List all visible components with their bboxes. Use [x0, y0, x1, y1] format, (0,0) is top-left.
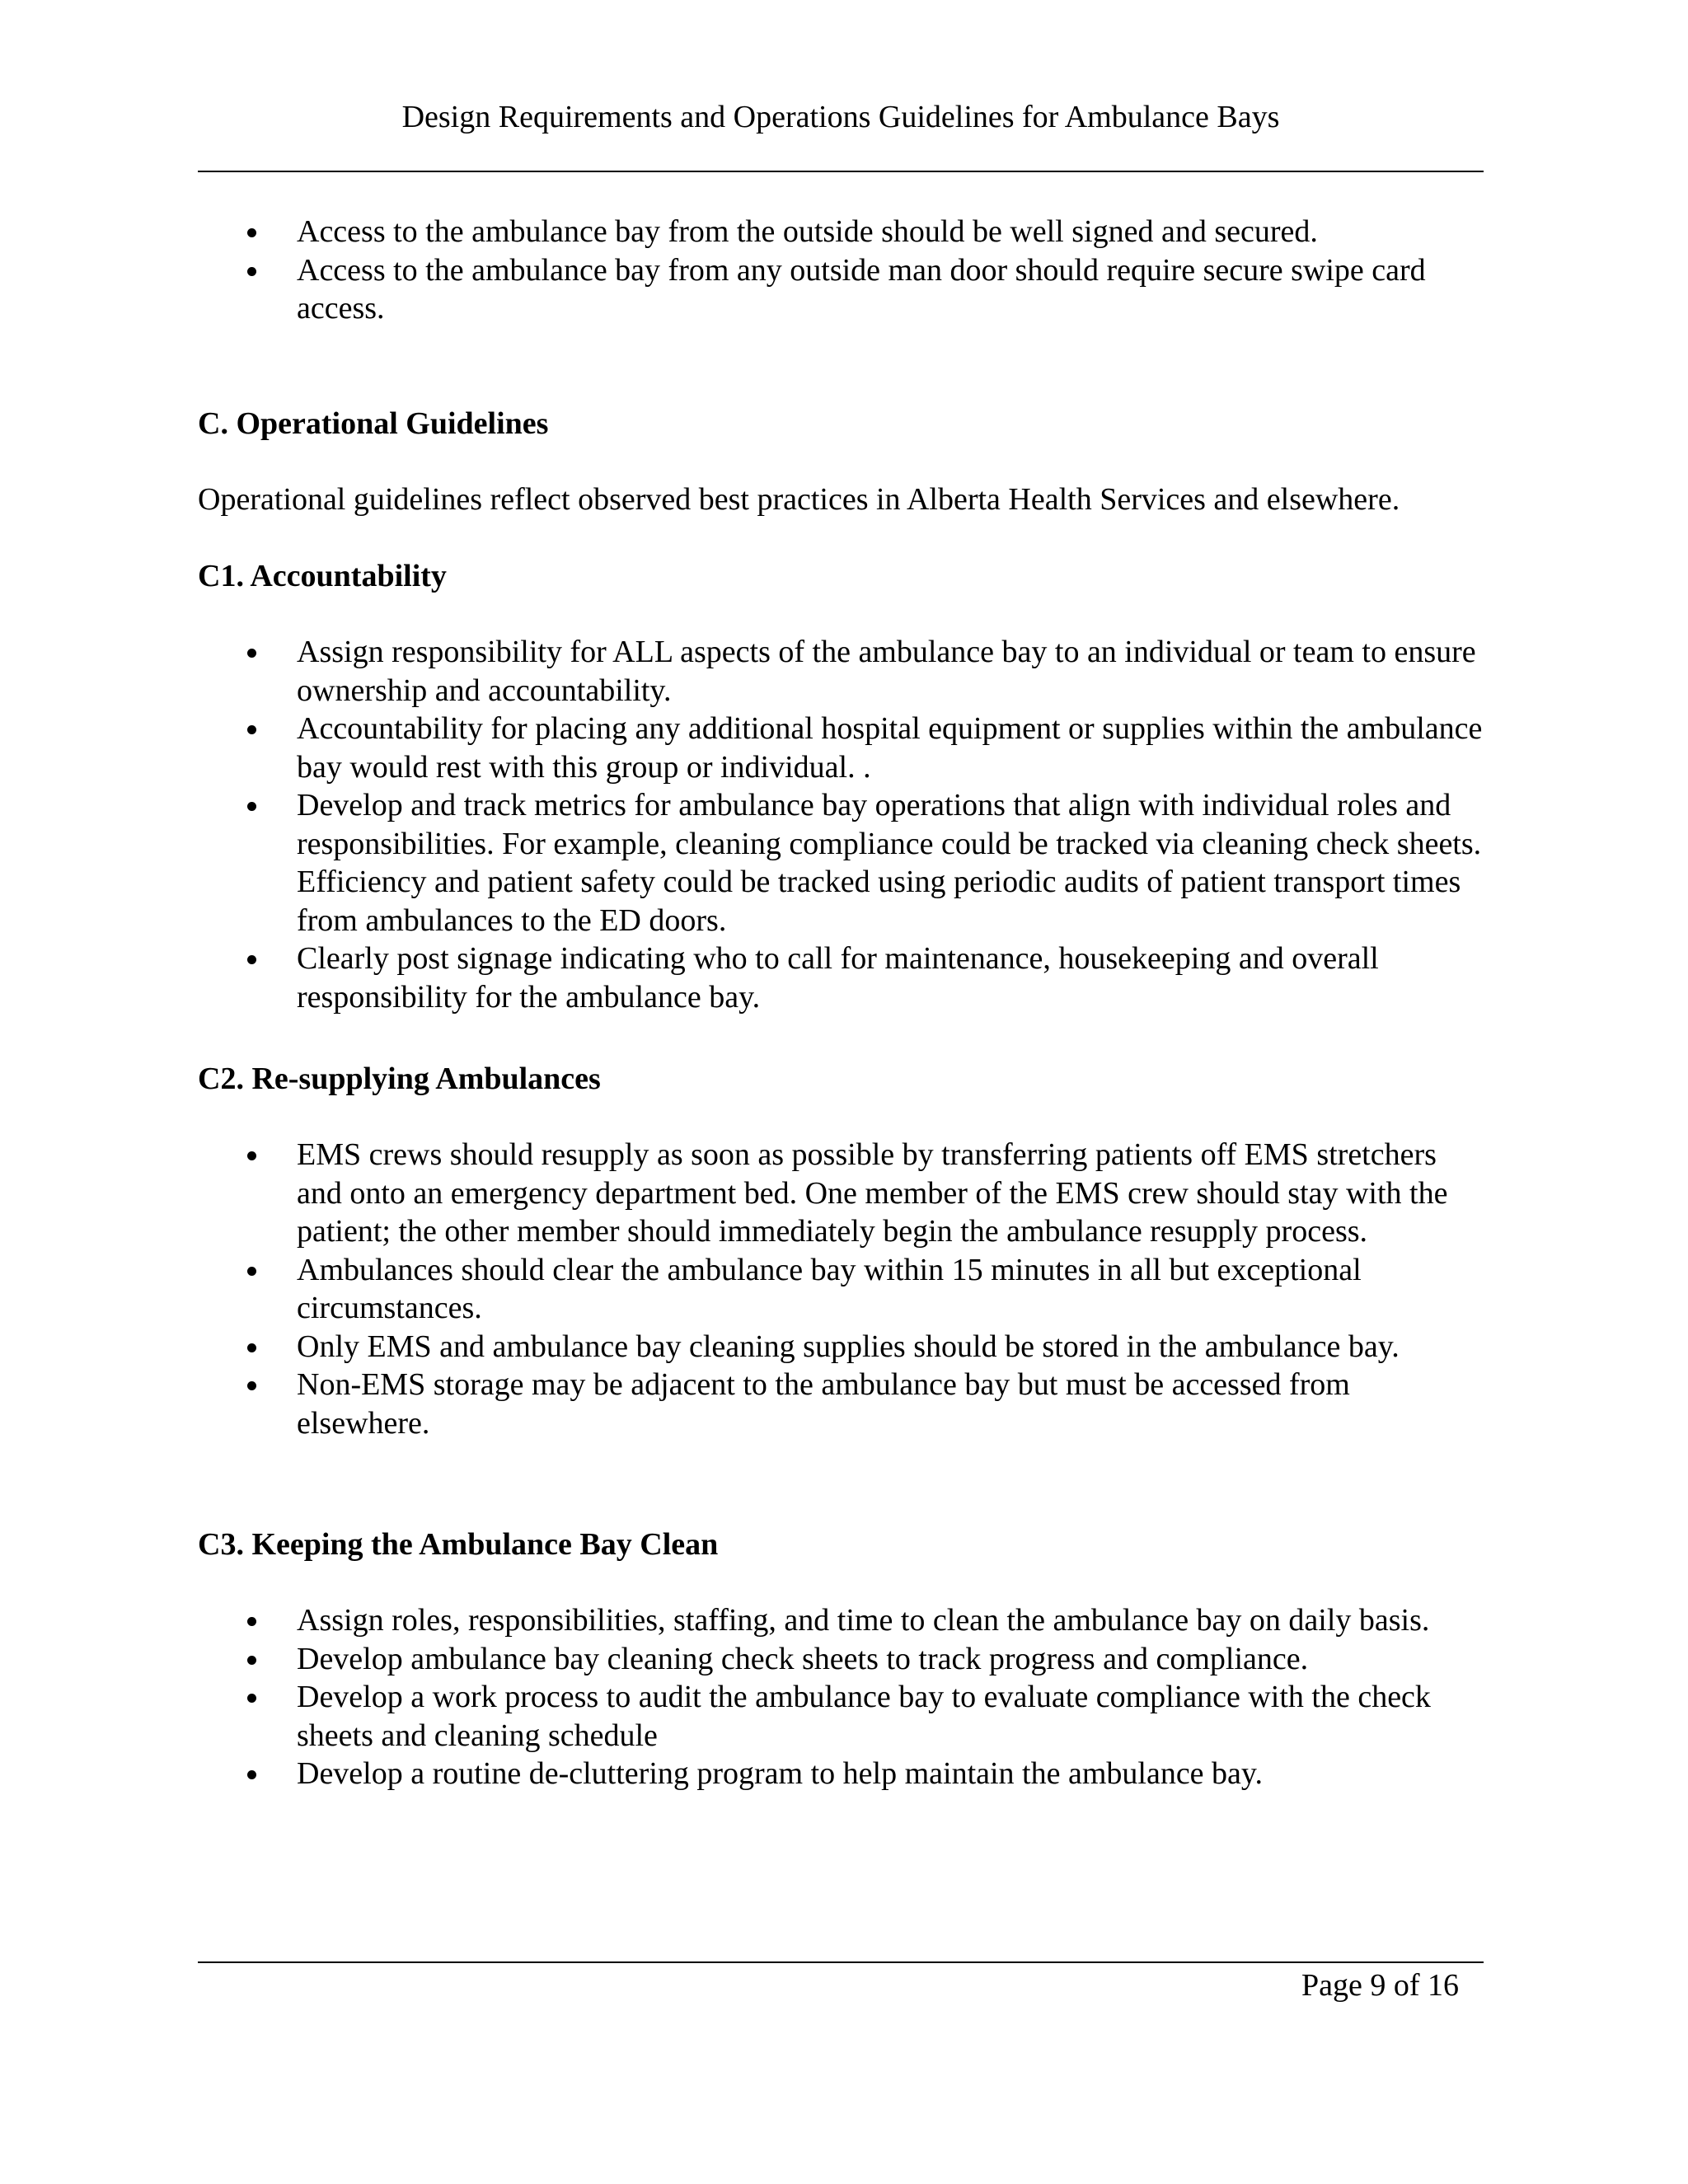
- list-item-text: Develop ambulance bay cleaning check sheets to track progress and compliance.: [297, 1641, 1309, 1676]
- c1-bullet-list: [198, 633, 1484, 1016]
- section-c-paragraph: Operational guidelines reflect observed best practices in Alberta Health Services and elsewhere.: [198, 482, 1400, 517]
- list-item: [198, 1678, 1484, 1755]
- header-rule: [198, 171, 1484, 172]
- section-heading-c: C. Operational Guidelines: [198, 406, 549, 441]
- page-number: Page 9 of 16: [1301, 1968, 1459, 2003]
- list-item: [198, 251, 1484, 328]
- c2-bullet-list: [198, 1136, 1484, 1442]
- list-item: [198, 1601, 1484, 1640]
- list-item: [198, 213, 1484, 251]
- list-item: [198, 940, 1484, 1016]
- list-item: [198, 633, 1484, 710]
- bullet-icon: [247, 1381, 256, 1390]
- bullet-icon: [247, 1656, 256, 1665]
- list-item: [198, 710, 1484, 786]
- list-item-text: Assign responsibility for ALL aspects of the ambulance bay to an individual or team to ensure ownership and accountability.: [297, 635, 1476, 708]
- bullet-icon: [247, 802, 256, 811]
- list-item: [198, 1136, 1484, 1251]
- bullet-icon: [247, 1267, 256, 1276]
- section-heading-c2: C2. Re-supplying Ambulances: [198, 1062, 601, 1096]
- list-item-text: Ambulances should clear the ambulance bay within 15 minutes in all but exceptional circumstances.: [297, 1252, 1362, 1325]
- list-item-text: Develop and track metrics for ambulance bay operations that align with individual roles and responsibilities. For example, cleaning compliance could be tracked via cleaning check sheets. Efficiency and patient safety could be tracked using periodic audits of patient transport times from ambulances to the ED doors.: [297, 788, 1482, 938]
- list-item-text: Non-EMS storage may be adjacent to the ambulance bay but must be accessed from elsewhere.: [297, 1367, 1350, 1441]
- list-item: [198, 1366, 1484, 1442]
- bullet-icon: [247, 649, 256, 658]
- list-item-text: Assign roles, responsibilities, staffing, and time to clean the ambulance bay on daily basis.: [297, 1603, 1430, 1638]
- list-item-text: Accountability for placing any additional hospital equipment or supplies within the ambulance bay would rest with this group or individual. .: [297, 711, 1483, 785]
- list-item-text: EMS crews should resupply as soon as possible by transferring patients off EMS stretchers and onto an emergency department bed. One member of the EMS crew should stay with the patient; the other member should immediately begin the ambulance resupply process.: [297, 1137, 1448, 1249]
- section-heading-c3: C3. Keeping the Ambulance Bay Clean: [198, 1527, 719, 1562]
- bullet-icon: [247, 1343, 256, 1352]
- bullet-icon: [247, 1770, 256, 1779]
- list-item-text: Access to the ambulance bay from the outside should be well signed and secured.: [297, 214, 1318, 249]
- section-heading-c1: C1. Accountability: [198, 559, 447, 593]
- bullet-icon: [247, 725, 256, 734]
- list-item: [198, 786, 1484, 940]
- bullet-icon: [247, 955, 256, 964]
- list-item-text: Clearly post signage indicating who to call for maintenance, housekeeping and overall responsibility for the ambulance bay.: [297, 941, 1379, 1015]
- c3-bullet-list: [198, 1601, 1484, 1793]
- intro-bullet-list: [198, 213, 1484, 328]
- bullet-icon: [247, 1617, 256, 1626]
- list-item: [198, 1640, 1484, 1679]
- list-item: [198, 1328, 1484, 1366]
- list-item-text: Access to the ambulance bay from any outside man door should require secure swipe card access.: [297, 252, 1426, 326]
- list-item: [198, 1755, 1484, 1793]
- list-item-text: Develop a work process to audit the ambulance bay to evaluate compliance with the check sheets and cleaning schedule: [297, 1680, 1431, 1753]
- list-item-text: Only EMS and ambulance bay cleaning supplies should be stored in the ambulance bay.: [297, 1329, 1400, 1364]
- bullet-icon: [247, 267, 256, 276]
- bullet-icon: [247, 1151, 256, 1160]
- running-header: Design Requirements and Operations Guidelines for Ambulance Bays: [401, 100, 1280, 134]
- list-item: [198, 1251, 1484, 1328]
- bullet-icon: [247, 1694, 256, 1703]
- list-item-text: Develop a routine de-cluttering program to help maintain the ambulance bay.: [297, 1756, 1263, 1791]
- bullet-icon: [247, 228, 256, 237]
- footer-rule: [198, 1961, 1484, 1963]
